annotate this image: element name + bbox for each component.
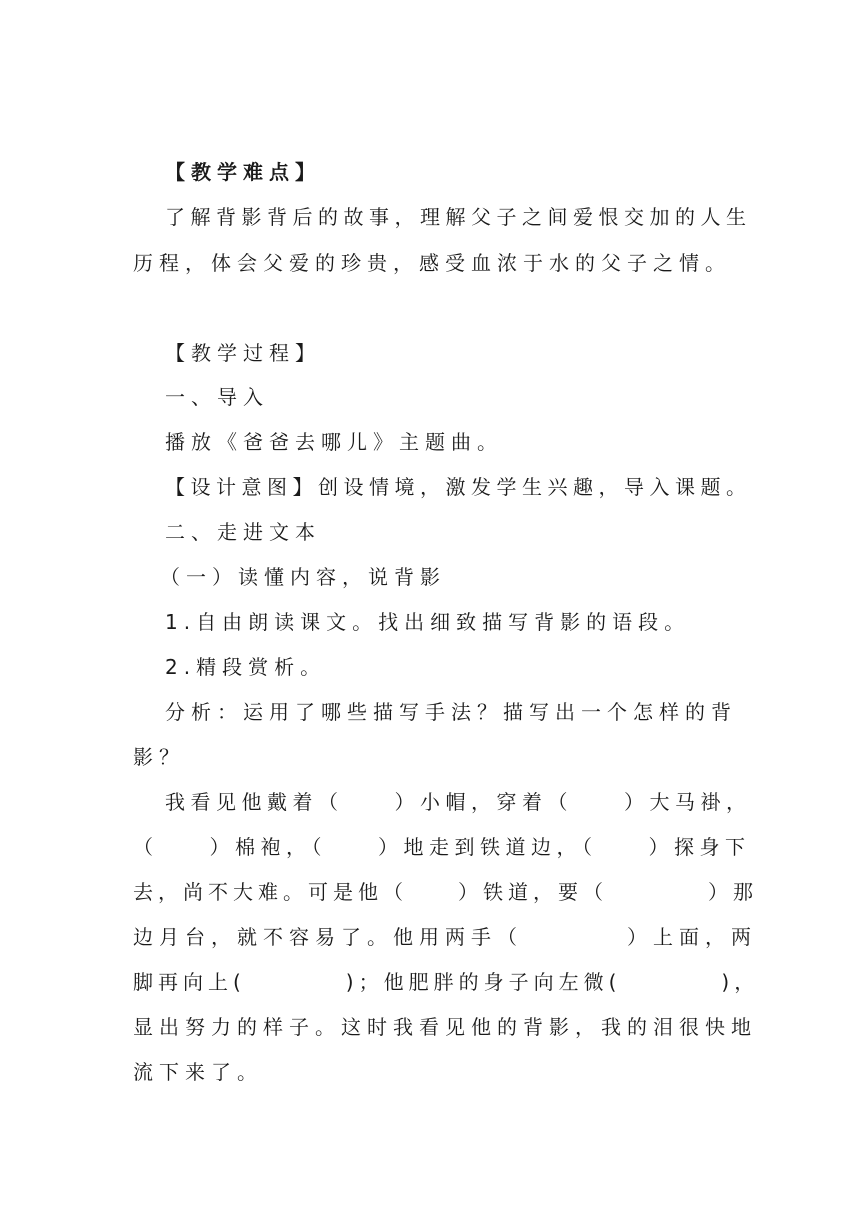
passage-line-1: 我看见他戴着（ ）小帽，穿着（ ）大马褂， [165, 790, 752, 814]
passage-line-3: 去，尚不大难。可是他（ ）铁道，要（ ）那 [133, 880, 758, 904]
process-line-step2: 2.精段赏析。 [165, 655, 327, 679]
process-line-design: 【设计意图】创设情境，激发学生兴趣，导入课题。 [165, 475, 752, 499]
passage-line-4: 边月台，就不容易了。他用两手（ ）上面，两 [133, 925, 757, 949]
passage-line-5: 脚再向上( )；他肥胖的身子向左微( )， [133, 970, 760, 994]
process-line-text: 二、走进文本 [165, 520, 321, 544]
process-line-play: 播放《爸爸去哪儿》主题曲。 [165, 430, 503, 454]
difficulty-line-1: 了解背影背后的故事，理解父子之间爱恨交加的人生 [165, 205, 752, 229]
process-line-intro: 一、导入 [165, 385, 269, 409]
process-line-step1: 1.自由朗读课文。找出细致描写背影的语段。 [165, 610, 691, 634]
passage-line-6: 显出努力的样子。这时我看见他的背影，我的泪很快地 [133, 1015, 757, 1039]
process-line-analysis-cont: 影？ [133, 745, 185, 769]
difficulty-heading: 【教学难点】 [165, 160, 321, 184]
passage-line-2: （ ）棉袍，（ ）地走到铁道边，（ ）探身下 [133, 835, 751, 859]
process-heading: 【教学过程】 [165, 341, 321, 365]
process-line-analysis: 分析：运用了哪些描写手法？描写出一个怎样的背 [165, 700, 737, 724]
passage-line-7: 流下来了。 [133, 1060, 263, 1084]
process-line-sub1: （一）读懂内容，说背影 [160, 565, 446, 589]
difficulty-line-2: 历程，体会父爱的珍贵，感受血浓于水的父子之情。 [133, 251, 731, 275]
